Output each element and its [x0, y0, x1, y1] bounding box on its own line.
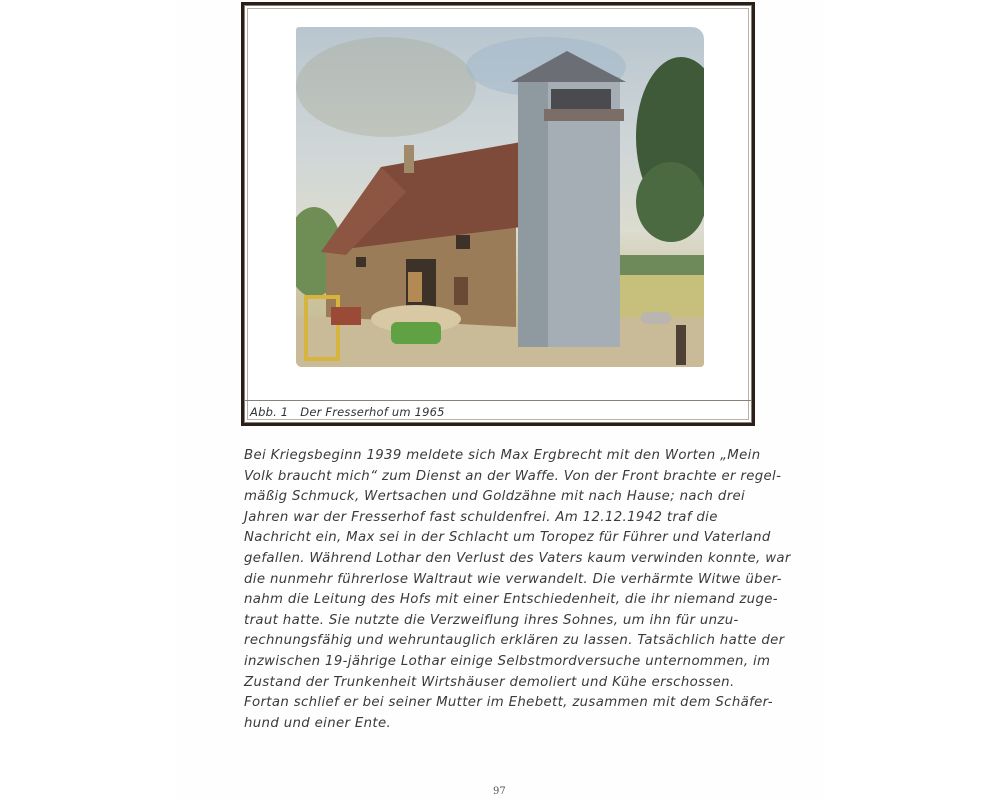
text-line: Bei Kriegsbeginn 1939 meldete sich Max Ergbrecht mit den Worten „Mein [244, 448, 761, 463]
text-line: Jahren war der Fresserhof fast schuldenfrei. Am 12.12.1942 traf die [244, 509, 718, 525]
text-line: die nunmehr führerlose Waltraut wie verwandelt. Die verhärmte Witwe über- [244, 571, 782, 587]
figure-label: Abb. 1 [250, 405, 289, 419]
text-line: Volk braucht mich“ zum Dienst an der Waffe. Von der Front brachte er regel- [244, 468, 782, 484]
text-line: traut hatte. Sie nutzte die Verzweiflung ihres Sohnes, um ihn für unzu- [244, 612, 739, 628]
figure-painting [296, 27, 704, 367]
text-line: gefallen. Während Lothar den Verlust des Vaters kaum verwinden konnte, war [244, 550, 791, 566]
page-number: 97 [493, 786, 506, 797]
figure-title: Der Fresserhof um 1965 [300, 405, 445, 419]
text-line: Nachricht ein, Max sei in der Schlacht um Toropez für Führer und Vaterland [244, 530, 771, 546]
text-line: inzwischen 19-jährige Lothar einige Selbstmordversuche unternommen, im [244, 653, 771, 669]
body-paragraph [244, 446, 791, 734]
text-line: Fortan schlief er bei seiner Mutter im Ehebett, zusammen mit dem Schäfer- [244, 695, 773, 711]
figure-frame [241, 2, 755, 426]
text-line: nahm die Leitung des Hofs mit einer Entschiedenheit, die ihr niemand zuge- [244, 592, 778, 608]
text-line: hund und einer Ente. [244, 715, 392, 731]
figure-caption [244, 400, 752, 423]
text-line: Zustand der Trunkenheit Wirtshäuser demoliert und Kühe erschossen. [244, 674, 735, 690]
text-line: rechnungsfähig und wehruntauglich erklären zu lassen. Tatsächlich hatte der [244, 633, 785, 649]
text-line: mäßig Schmuck, Wertsachen und Goldzähne mit nach Hause; nach drei [244, 489, 746, 505]
